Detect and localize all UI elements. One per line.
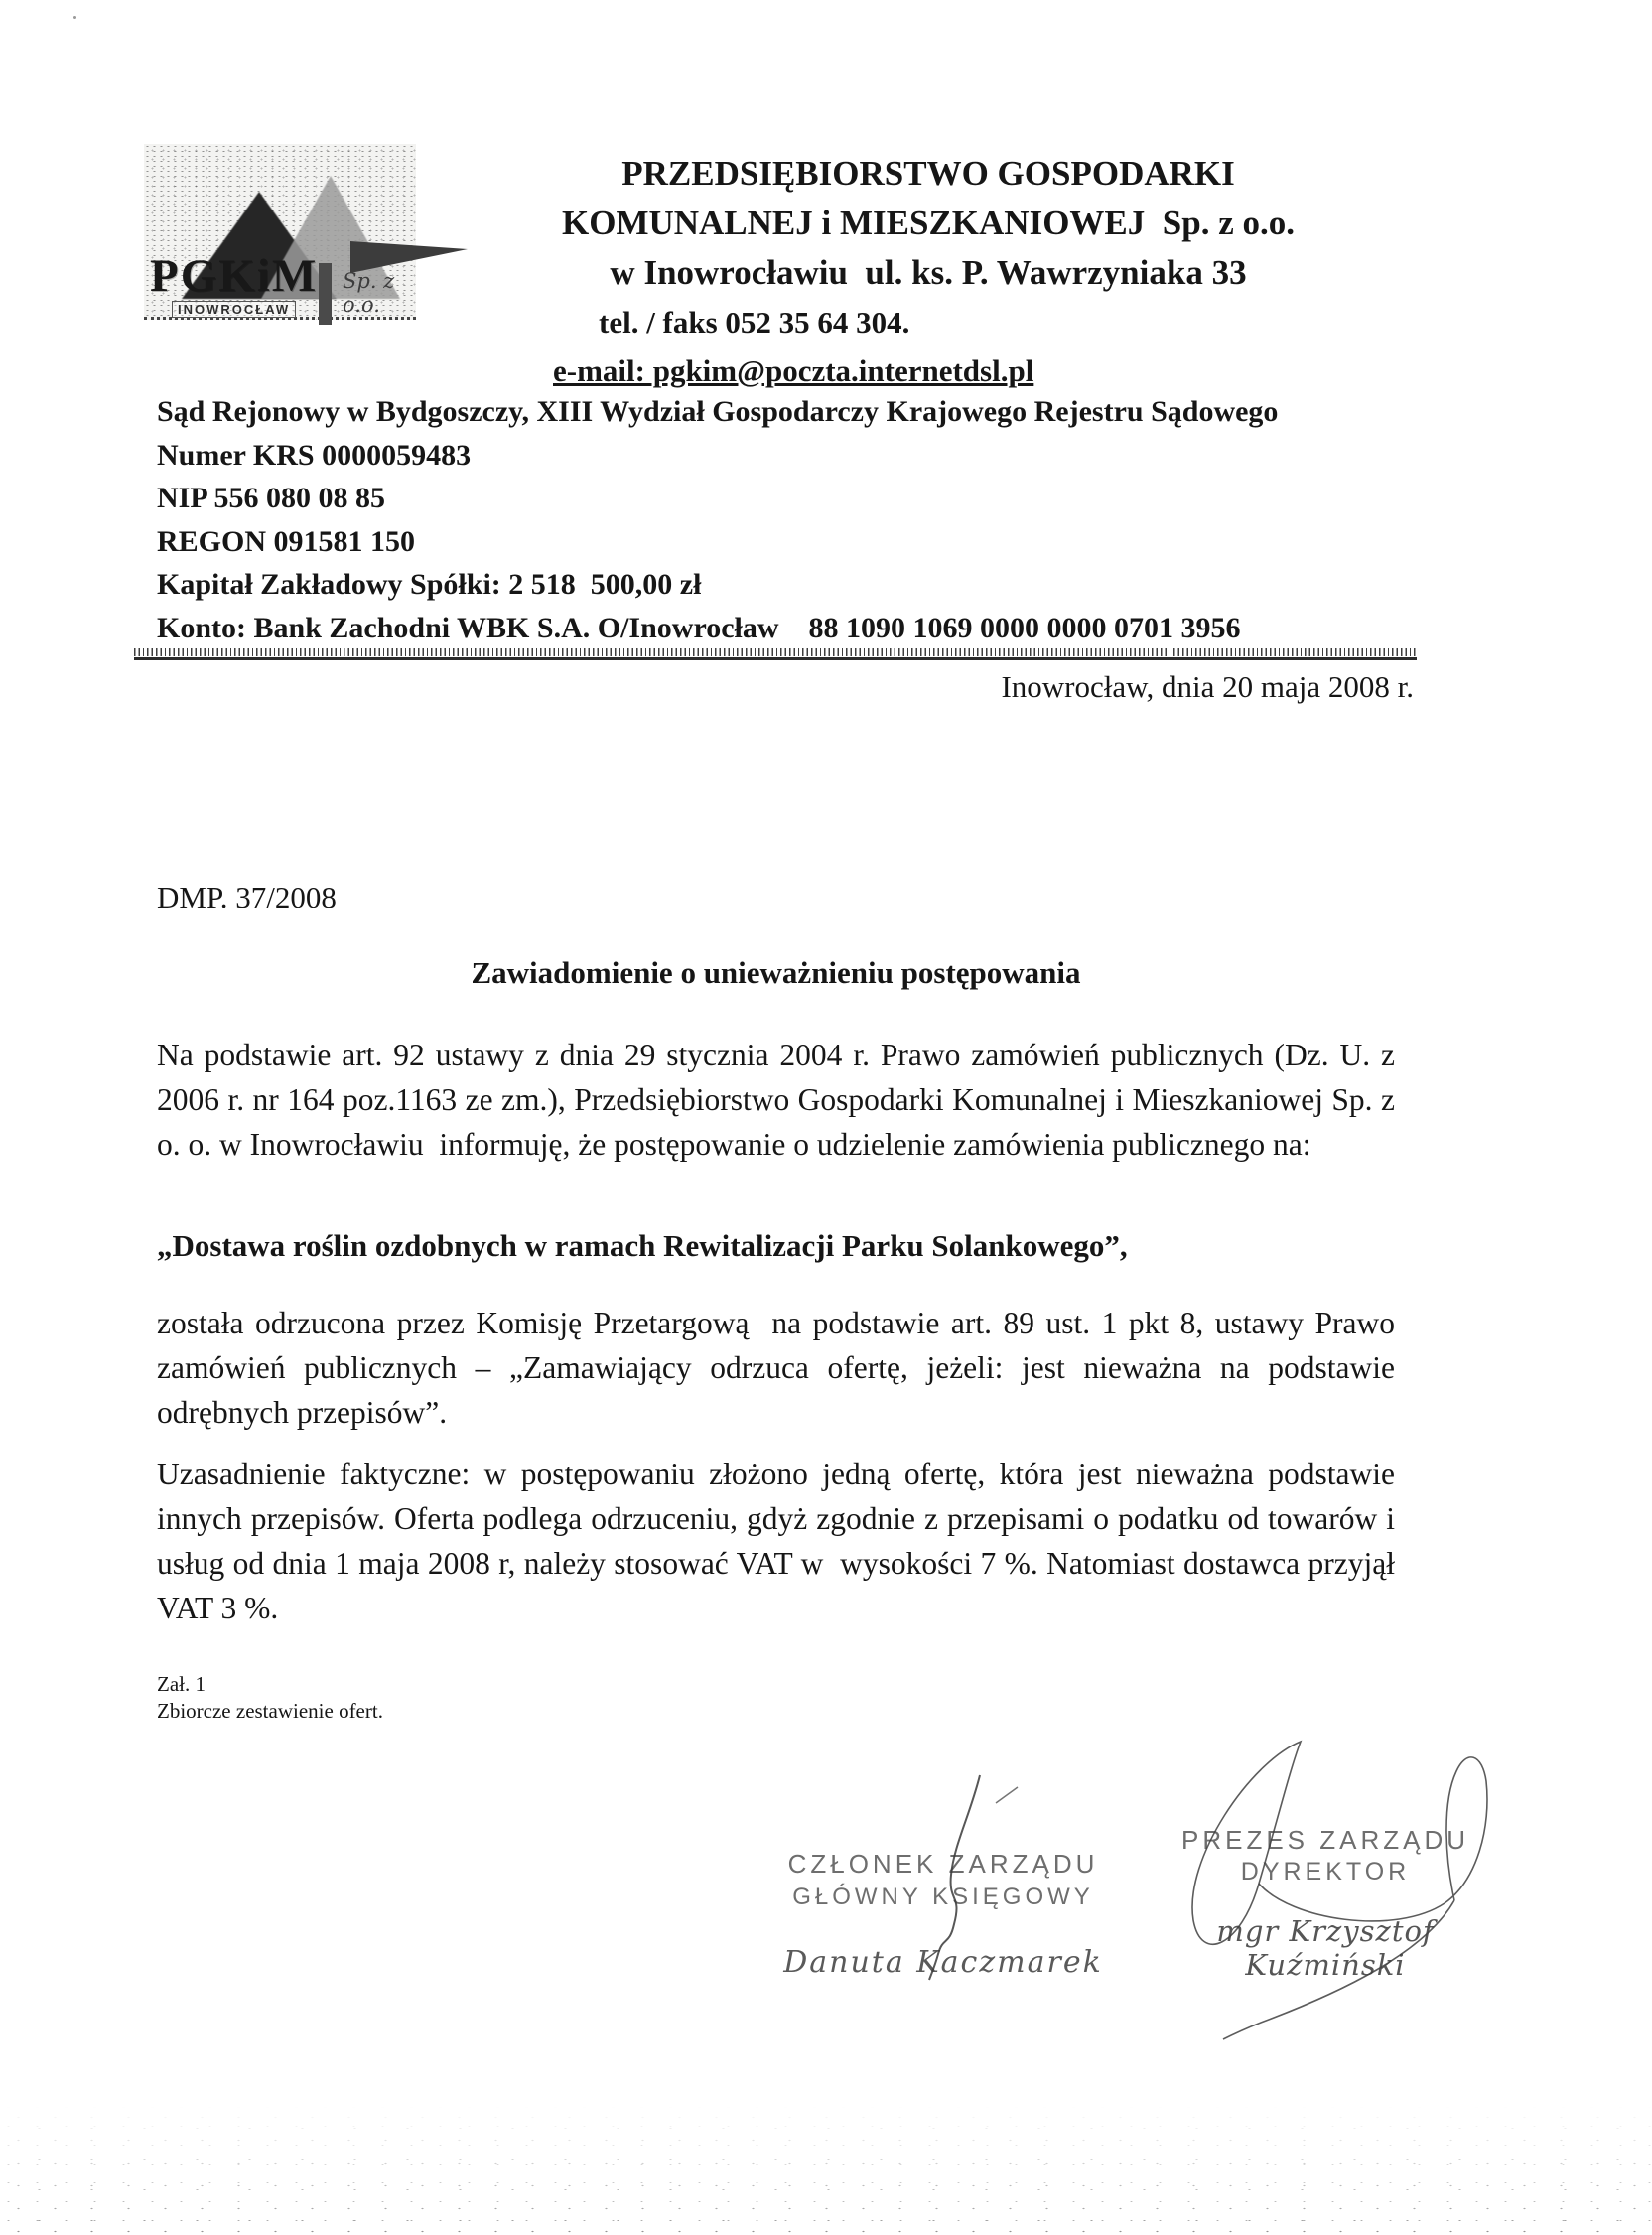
registry-account: Konto: Bank Zachodni WBK S.A. O/Inowrocław 88 1090 1069 0000 0000 0701 3956 (157, 611, 1241, 644)
date-line: Inowrocław, dnia 20 maja 2008 r. (1001, 669, 1414, 704)
signature-block-right (1152, 1825, 1499, 1982)
logo-company-suffix: Sp. z o.o. (343, 269, 401, 317)
body-paragraph-3: Uzasadnienie faktyczne: w postępowaniu złożono jedną ofertę, która jest nieważna podstawie innych przepisów. Oferta podlega odrzuceniu, gdyż zgodnie z przepisami o podatku od towarów i usług od dnia 1 maja 2008 r, należy stosować VAT w wysokości 7 %. Natomiast dostawca przyjął VAT 3 %. (157, 1457, 1403, 1625)
signer-name-left: Danuta Kaczmarek (783, 1945, 1103, 1980)
attachment-line-2: Zbiorcze zestawienie ofert. (157, 1699, 383, 1723)
company-name-line-1: PRZEDSIĘBIORSTWO GOSPODARKI (621, 154, 1235, 193)
stamp-role-chief-accountant: GŁÓWNY KSIĘGOWY (792, 1884, 1094, 1910)
letterhead-divider (134, 648, 1417, 660)
registry-info (157, 390, 1467, 649)
company-name-line-2: KOMUNALNEJ i MIESZKANIOWEJ Sp. z o.o. (562, 204, 1295, 242)
document-title: Zawiadomienie o unieważnieniu postępowania (471, 955, 1081, 990)
stamp-role-president-of-board: PREZES ZARZĄDU (1180, 1825, 1470, 1855)
divider-solid-line (134, 657, 1417, 660)
body-paragraph-1: Na podstawie art. 92 ustawy z dnia 29 stycznia 2004 r. Prawo zamówień publicznych (Dz. U. z 2006 r. nr 164 poz.1163 ze zm.), Przedsiębiorstwo Gospodarki Komunalnej i Mieszkaniowej Sp. z o. o. w Inowrocławiu informuję, że postępowanie o udzielenie zamówienia publicznego na: (157, 1038, 1403, 1162)
company-logo (144, 144, 416, 320)
divider-dotted-line (134, 648, 1417, 656)
reference-number: DMP. 37/2008 (157, 880, 337, 914)
signature-block-left (764, 1849, 1122, 1980)
attachment-line-1: Zał. 1 (157, 1672, 206, 1696)
body-paragraph-2: została odrzucona przez Komisję Przetargową na podstawie art. 89 ust. 1 pkt 8, ustawy Prawo zamówień publicznych – „Zamawiający odrzuca ofertę, jeżeli: jest nieważna na podstawie odrębnych przepisów”. (157, 1306, 1403, 1430)
registry-nip: NIP 556 080 08 85 (157, 482, 386, 514)
company-address: w Inowrocławiu ul. ks. P. Wawrzyniaka 33 (610, 253, 1247, 292)
company-phone: tel. / faks 052 35 64 304. (599, 305, 910, 340)
stamp-role-director: DYREKTOR (1240, 1858, 1411, 1886)
company-email: e-mail: pgkim@poczta.internetdsl.pl (553, 353, 1034, 388)
registry-court: Sąd Rejonowy w Bydgoszczy, XIII Wydział Gospodarczy Krajowego Rejestru Sądowego (157, 395, 1279, 428)
logo-acronym: PGKiM (150, 250, 319, 302)
letterhead (501, 149, 1355, 395)
signer-name-right: mgr Krzysztof Kuźmiński (1216, 1914, 1445, 1982)
registry-regon: REGON 091581 150 (157, 524, 416, 558)
logo-city-label: INOWROCŁAW (172, 301, 296, 318)
registry-capital: Kapitał Zakładowy Spółki: 2 518 500,00 zł (157, 568, 702, 601)
logo-tree-trunk-icon (319, 263, 332, 325)
attachment-note (157, 1671, 383, 1725)
registry-krs: Numer KRS 0000059483 (157, 438, 472, 472)
scanner-noise-band (0, 2106, 1652, 2235)
scan-artifact-dot (73, 16, 76, 19)
tender-subject-line: „Dostawa roślin ozdobnych w ramach Rewitalizacji Parku Solankowego”, (157, 1228, 1128, 1263)
stamp-role-member-of-board: CZŁONEK ZARZĄDU (787, 1849, 1099, 1879)
